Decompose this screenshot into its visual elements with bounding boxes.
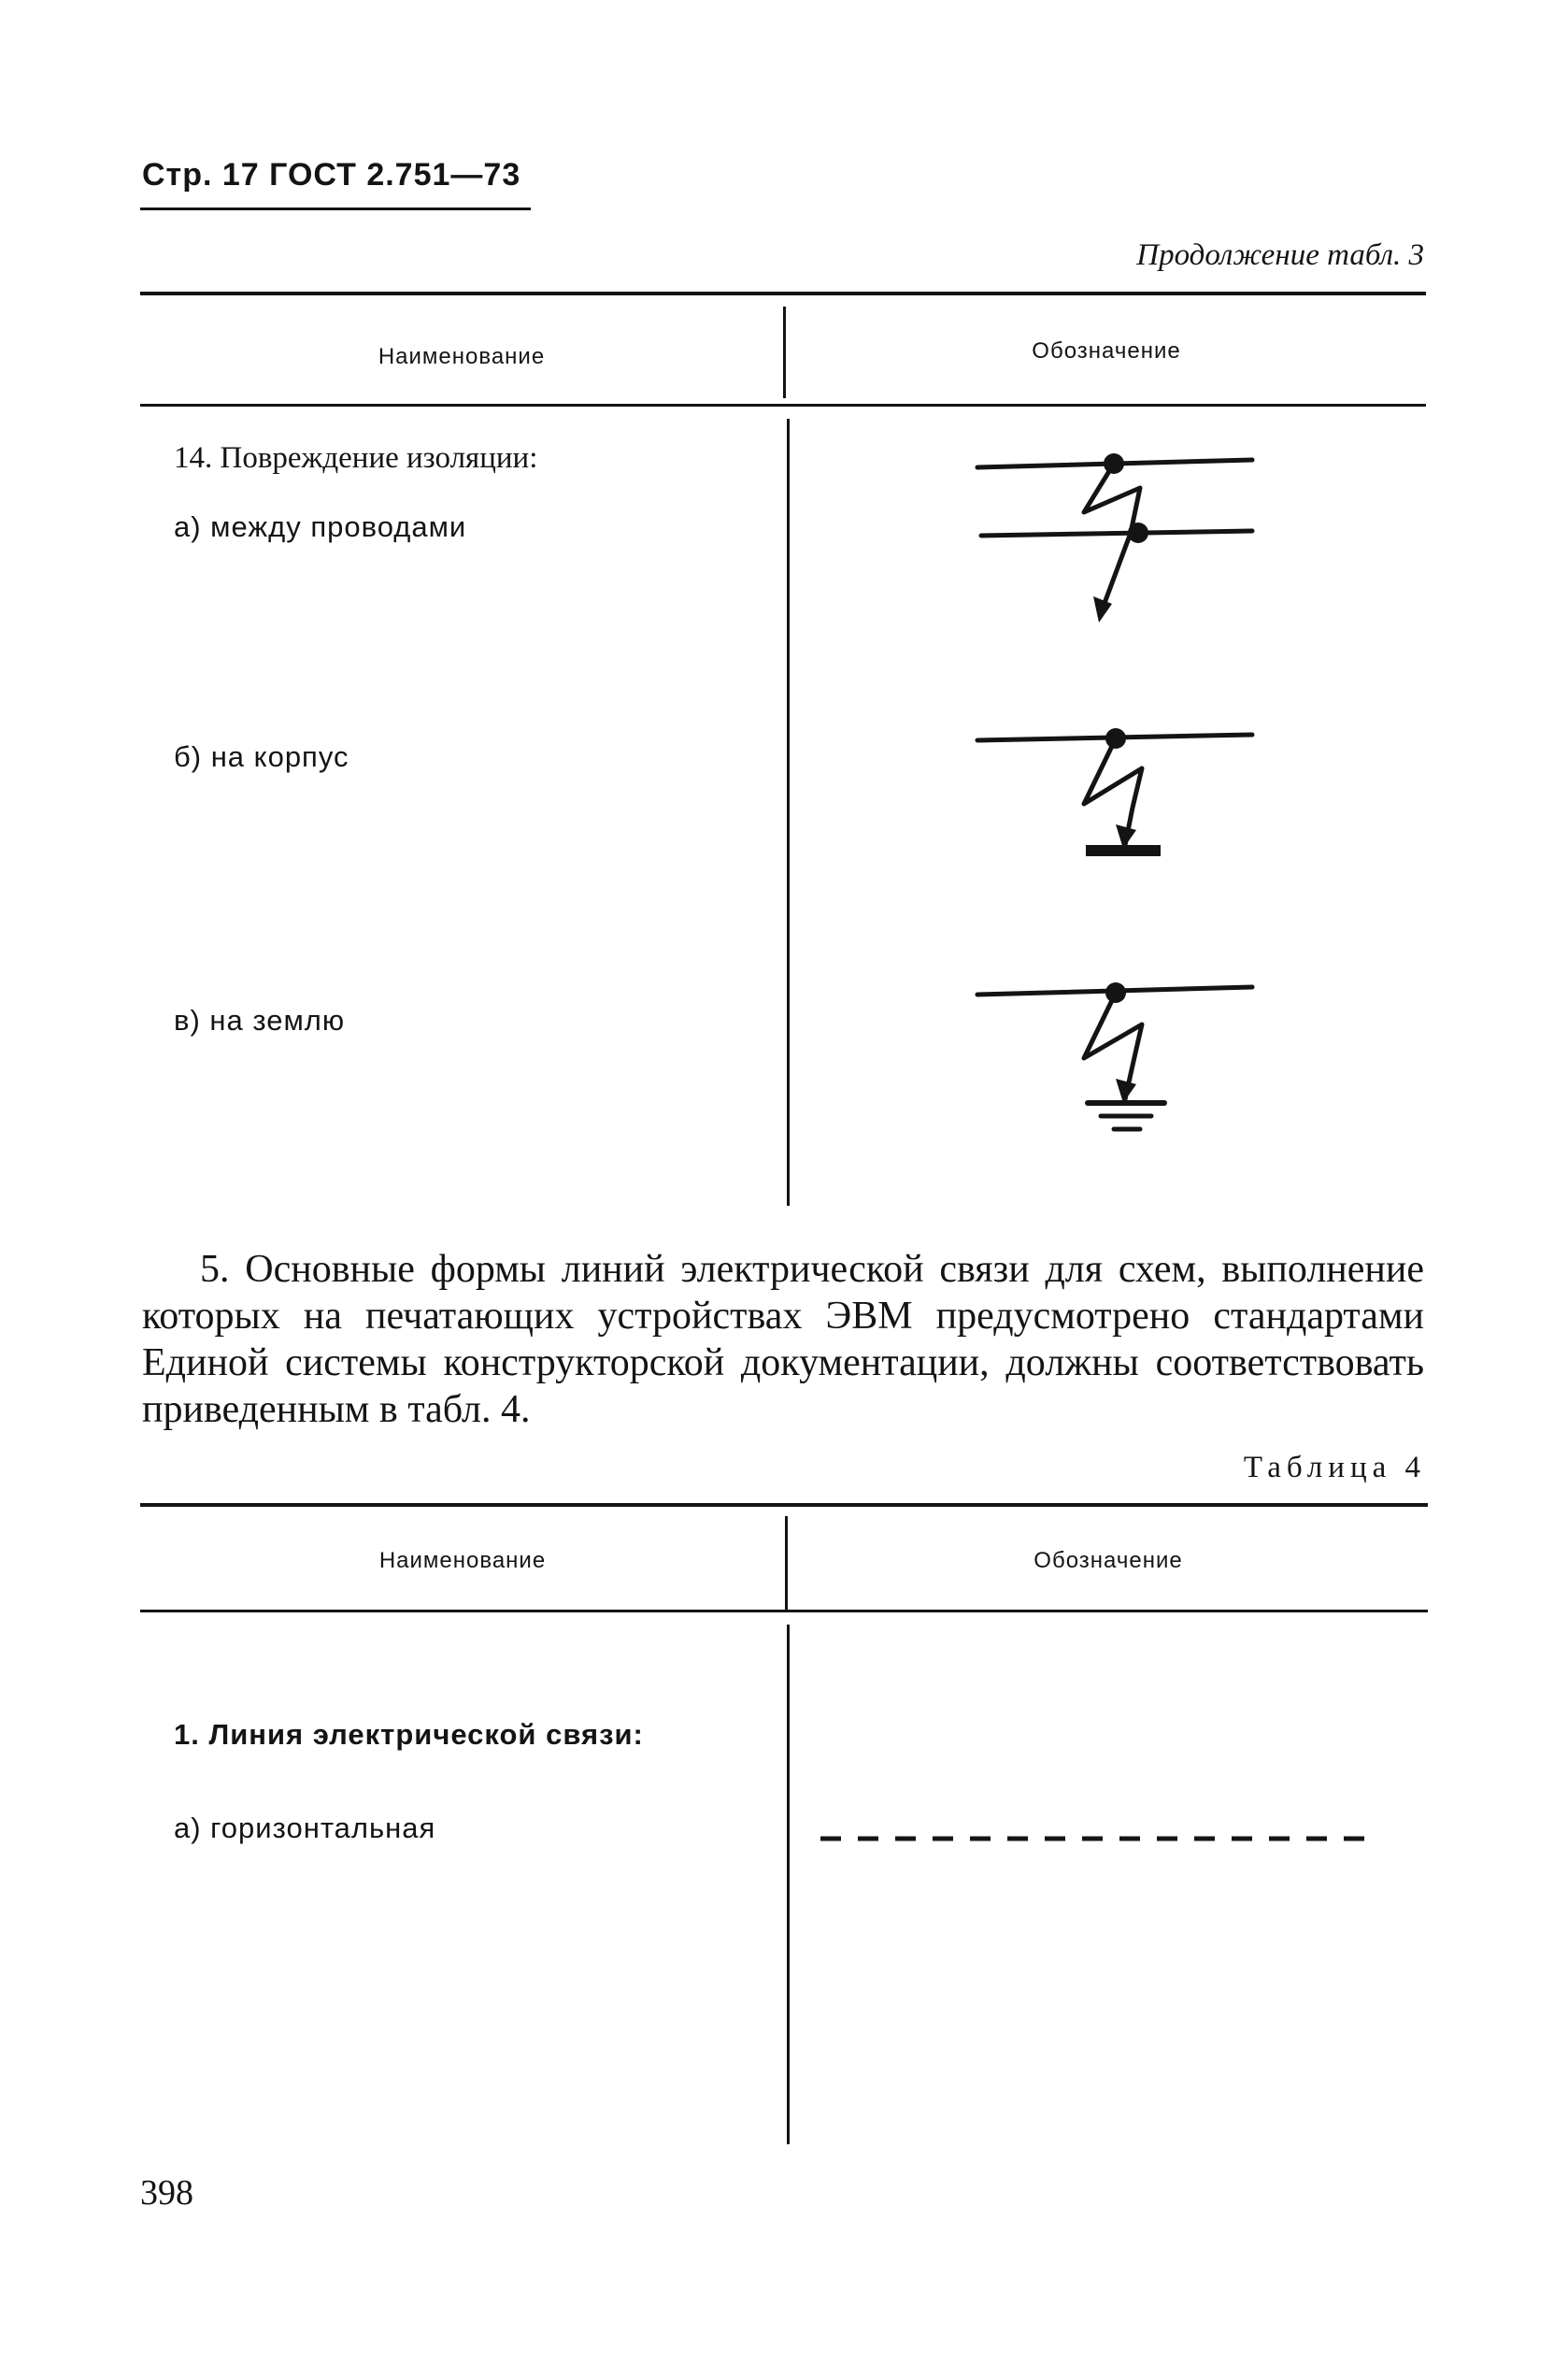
header-underline xyxy=(140,208,531,210)
table4-col-name-header: Наименование xyxy=(378,1548,547,1573)
table3-row-a: а) между проводами xyxy=(174,510,467,543)
table4-row-a: а) горизонтальная xyxy=(174,1812,436,1844)
table3-caption: Продолжение табл. 3 xyxy=(1136,238,1424,272)
table4-col-symbol-header: Обозначение xyxy=(1033,1548,1183,1573)
table4-header-divider xyxy=(785,1516,788,1610)
section-5-paragraph xyxy=(142,1246,1424,1433)
table4-top-rule xyxy=(140,1503,1428,1507)
insulation-fault-between-wires-symbol xyxy=(972,439,1262,626)
table4-row-heading: 1. Линия электрической связи: xyxy=(174,1718,644,1751)
table4-header-rule xyxy=(140,1610,1428,1612)
table3-top-rule xyxy=(140,292,1426,295)
page-header: Стр. 17 ГОСТ 2.751—73 xyxy=(142,157,521,193)
insulation-fault-to-chassis-symbol xyxy=(972,710,1262,869)
section-5-text: 5. Основные формы линий электрической связи для схем, выполнение которых на печатающих устройствах ЭВМ предусмотрено стандартами Единой системы конструкторской документации, должны соответствовать приведенным в табл. 4. xyxy=(142,1248,1424,1431)
table3-header-rule xyxy=(140,404,1426,407)
table4-body-divider xyxy=(787,1625,790,2144)
table3-col-name-header: Наименование xyxy=(378,344,546,369)
table3-row-c: в) на землю xyxy=(174,1004,346,1037)
dashed-horizontal-line-symbol xyxy=(817,1832,1377,1845)
table3-row-heading: 14. Повреждение изоляции: xyxy=(174,441,538,475)
table4-caption: Таблица 4 xyxy=(1243,1451,1426,1484)
insulation-fault-to-ground-symbol xyxy=(972,968,1262,1146)
table3-row-b: б) на корпус xyxy=(174,740,349,773)
page-number: 398 xyxy=(140,2173,193,2213)
table3-body-divider xyxy=(787,419,790,1206)
table3-col-symbol-header: Обозначение xyxy=(1032,338,1181,364)
table3-header-divider xyxy=(783,307,786,398)
